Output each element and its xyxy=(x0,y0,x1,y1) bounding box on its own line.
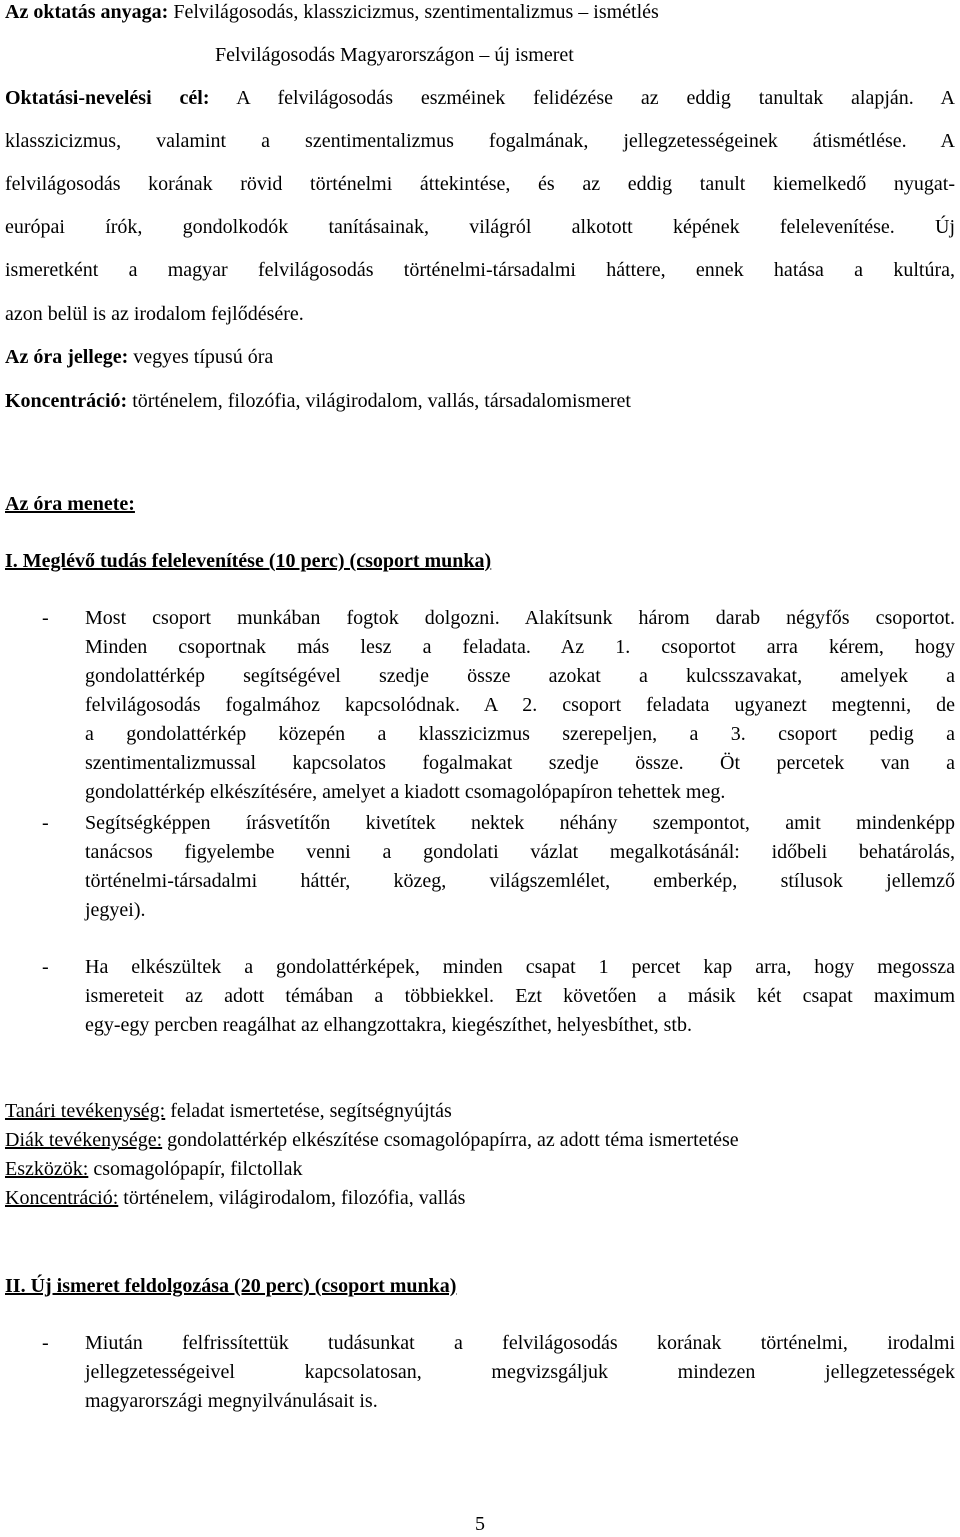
lesson-type-row xyxy=(5,345,273,369)
goal-line: ismeretként a magyar felvilágosodás történelmi-társadalmi háttere, ennek hatása a kultúra, xyxy=(5,259,955,281)
concentration-label: Koncentráció: xyxy=(5,390,128,412)
list-item-line: gondolattérkép elkészítésére, amelyet a kiadott csomagolópapíron tehettek meg. xyxy=(85,781,726,803)
topic-line-2: Felvilágosodás Magyarországon – új ismeret xyxy=(215,44,574,66)
goal-line: felvilágosodás korának rövid történelmi áttekintése, és az eddig tanult kiemelkedő nyugat- xyxy=(5,173,955,195)
list-item-line: Segítségképpen írásvetítőn kivetítek nektek néhány szempontot, amit mindenképp xyxy=(85,812,955,834)
tools-row xyxy=(5,1157,302,1181)
goal-label: Oktatási-nevelési cél: xyxy=(5,87,210,109)
list-dash: - xyxy=(42,607,49,629)
list-item-line: felvilágosodás fogalmához kapcsolódnak. A 2. csoport feladata ugyanezt megtenni, de xyxy=(85,694,955,716)
student-activity-row xyxy=(5,1128,739,1152)
topic-row xyxy=(5,0,659,24)
teacher-activity-row xyxy=(5,1099,452,1123)
page-number: 5 xyxy=(475,1513,485,1535)
goal-line: A felvilágosodás eszméinek felidézése az eddig tanultak alapján. A xyxy=(236,87,955,109)
goal-line: klasszicizmus, valamint a szentimentalizmus fogalmának, jellegzetességeinek átismétlése. A xyxy=(5,130,955,152)
list-dash: - xyxy=(42,1332,49,1354)
concentration-value: történelem, filozófia, világirodalom, vallás, társadalomismeret xyxy=(132,390,631,412)
list-item-line: a gondolattérkép közepén a klasszicizmus szerepeljen, a 3. csoport pedig a xyxy=(85,723,955,745)
concentration-row xyxy=(5,1186,465,1210)
lesson-type-value: vegyes típusú óra xyxy=(133,346,274,368)
list-item-line: Miután felfrissítettük tudásunkat a felvilágosodás korának történelmi, irodalmi xyxy=(85,1332,955,1354)
list-item-line: történelmi-társadalmi háttér, közeg, világszemlélet, emberkép, stílusok jellemző xyxy=(85,870,955,892)
meta-value: feladat ismertetése, segítségnyújtás xyxy=(170,1100,452,1122)
meta-label: Eszközök: xyxy=(5,1158,89,1180)
goal-row xyxy=(5,86,955,110)
list-item-line: ismereteit az adott témában a többiekkel. Ezt követően a másik két csapat maximum xyxy=(85,985,955,1007)
topic-line-1: Felvilágosodás, klasszicizmus, szentimentalizmus – ismétlés xyxy=(173,1,659,23)
list-item-line: Ha elkészültek a gondolattérképek, minden csapat 1 percet kap arra, hogy megossza xyxy=(85,956,955,978)
list-dash: - xyxy=(42,812,49,834)
concentration-row xyxy=(5,389,631,413)
list-item-line: jegyei). xyxy=(85,899,146,921)
meta-label: Tanári tevékenység: xyxy=(5,1100,166,1122)
meta-value: csomagolópapír, filctollak xyxy=(93,1158,303,1180)
topic-label: Az oktatás anyaga: xyxy=(5,1,169,23)
list-item-line: Most csoport munkában fogtok dolgozni. Alakítsunk három darab négyfős csoportot. xyxy=(85,607,955,629)
goal-line: azon belül is az irodalom fejlődésére. xyxy=(5,303,304,325)
goal-line: európai írók, gondolkodók tanításainak, világról alkotott képének felelevenítése. Új xyxy=(5,216,955,238)
section-heading: Az óra menete: xyxy=(5,493,135,515)
list-item-line: magyarországi megnyilvánulásait is. xyxy=(85,1390,378,1412)
list-item-line: jellegzetességeivel kapcsolatosan, megvizsgáljuk mindezen jellegzetességek xyxy=(85,1361,955,1383)
lesson-type-label: Az óra jellege: xyxy=(5,346,129,368)
list-dash: - xyxy=(42,956,49,978)
meta-label: Koncentráció: xyxy=(5,1187,119,1209)
meta-label: Diák tevékenysége: xyxy=(5,1129,163,1151)
list-item-line: egy-egy percben reagálhat az elhangzottakra, kiegészíthet, helyesbíthet, stb. xyxy=(85,1014,692,1036)
list-item-line: szentimentalizmussal kapcsolatos fogalmakat szedje össze. Öt percetek van a xyxy=(85,752,955,774)
list-item-line: gondolattérkép segítségével szedje össze azokat a kulcsszavakat, amelyek a xyxy=(85,665,955,687)
part-2-title: II. Új ismeret feldolgozása (20 perc) (csoport munka) xyxy=(5,1275,457,1297)
meta-value: történelem, világirodalom, filozófia, vallás xyxy=(123,1187,466,1209)
list-item-line: tanácsos figyelembe venni a gondolati vázlat megalkotásánál: időbeli behatárolás, xyxy=(85,841,955,863)
meta-value: gondolattérkép elkészítése csomagolópapírra, az adott téma ismertetése xyxy=(167,1129,739,1151)
list-item-line: Minden csoportnak más lesz a feladata. Az 1. csoportot arra kérem, hogy xyxy=(85,636,955,658)
part-1-title: I. Meglévő tudás felelevenítése (10 perc) (csoport munka) xyxy=(5,550,492,572)
